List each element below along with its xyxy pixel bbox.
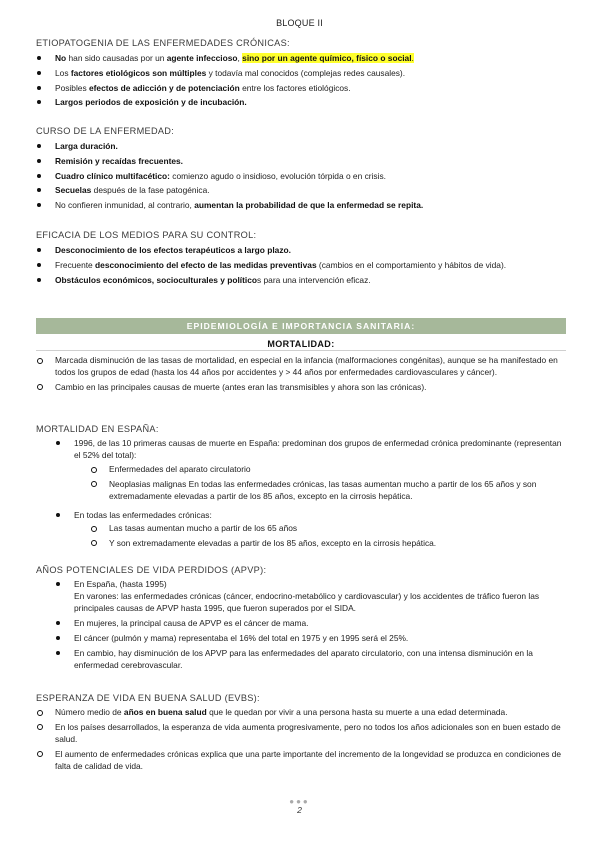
list-item: Y son extremadamente elevadas a partir de los 85 años, excepto en la cirrosis hepática. xyxy=(90,537,565,549)
list-item: Marcada disminución de las tasas de mortalidad, en especial en la infancia (malformaciones congénitas), aunque se ha manifestado en todos los grupos de edad (hasta los 44 años por accidentes y > 44 años por enfermedades cardiovasculares y cáncer). xyxy=(36,354,566,378)
divider xyxy=(36,350,566,351)
list-item: En España, (hasta 1995) En varones: las enfermedades crónicas (cáncer, endocrino-metabólico y cardiovascular) y los accidentes de tráfico fueron las principales causas de APVP hasta 1995, que fueron superados por el SIDA. xyxy=(55,578,565,615)
list-item: Remisión y recaídas frecuentes. xyxy=(36,155,566,167)
section-title-etiopatogenia: ETIOPATOGENIA DE LAS ENFERMEDADES CRÓNICAS: xyxy=(36,38,290,48)
list-item: No han sido causadas por un agente infeccioso, sino por un agente químico, físico o social. xyxy=(36,52,566,64)
list-item: Neoplasias malignas En todas las enfermedades crónicas, las tasas aumentan mucho a partir de los 65 años y son extremadamente elevadas a partir de los 85 años, excepto en la cirrosis hepática. xyxy=(90,478,565,502)
list-item: Desconocimiento de los efectos terapéuticos a largo plazo. xyxy=(36,244,566,256)
list-item: En todas las enfermedades crónicas: xyxy=(55,509,565,521)
list-item: En mujeres, la principal causa de APVP es el cáncer de mama. xyxy=(55,617,565,629)
list-item: Secuelas después de la fase patogénica. xyxy=(36,184,566,196)
list-item: Los factores etiológicos son múltiples y todavía mal conocidos (complejas redes causales). xyxy=(36,67,566,79)
curso-list xyxy=(36,140,566,214)
list-item: Las tasas aumentan mucho a partir de los 65 años xyxy=(90,522,565,534)
list-item: El cáncer (pulmón y mama) representaba el 16% del total en 1975 y en 1995 será el 25%. xyxy=(55,632,565,644)
list-item: Larga duración. xyxy=(36,140,566,152)
section-title-evbs: ESPERANZA DE VIDA EN BUENA SALUD (EVBS): xyxy=(36,693,260,703)
mortalidad-espana-sublist-2 xyxy=(90,522,565,552)
list-item: Frecuente desconocimiento del efecto de las medidas preventivas (cambios en el comportamiento y hábitos de vida). xyxy=(36,259,566,271)
section-title-mortalidad-espana: MORTALIDAD EN ESPAÑA: xyxy=(36,424,159,434)
subheading-mortalidad: MORTALIDAD: xyxy=(267,339,335,349)
evbs-list xyxy=(36,706,566,775)
list-item: Número medio de años en buena salud que le quedan por vivir a una persona hasta su muerte a una edad determinada. xyxy=(36,706,566,718)
list-item: En los países desarrollados, la esperanza de vida aumenta progresivamente, pero no todos los años adicionales son en buen estado de salud. xyxy=(36,721,566,745)
page-header: BLOQUE II xyxy=(276,18,323,28)
list-item: Cambio en las principales causas de muerte (antes eran las transmisibles y ahora son las crónicas). xyxy=(36,381,566,393)
list-item: 1996, de las 10 primeras causas de muerte en España: predominan dos grupos de enfermedad crónica predominante (representan el 52% del total): xyxy=(55,437,565,461)
list-item: Cuadro clínico multifacético: comienzo agudo o insidioso, evolución tórpida o en crisis. xyxy=(36,170,566,182)
apvp-list xyxy=(55,578,565,674)
eficacia-list xyxy=(36,244,566,288)
list-item: Posibles efectos de adicción y de potenciación entre los factores etiológicos. xyxy=(36,82,566,94)
mortalidad-list xyxy=(36,354,566,396)
section-title-eficacia: EFICACIA DE LOS MEDIOS PARA SU CONTROL: xyxy=(36,230,257,240)
list-item: Largos periodos de exposición y de incubación. xyxy=(36,96,566,108)
section-title-apvp: AÑOS POTENCIALES DE VIDA PERDIDOS (APVP): xyxy=(36,565,267,575)
highlighted-text: sino por un agente químico, físico o social xyxy=(242,53,412,63)
section-title-curso: CURSO DE LA ENFERMEDAD: xyxy=(36,126,175,136)
list-item: No confieren inmunidad, al contrario, aumentan la probabilidad de que la enfermedad se repita. xyxy=(36,199,566,211)
mortalidad-espana-list xyxy=(55,437,565,464)
etiopatogenia-list xyxy=(36,52,566,111)
section-banner-epidemiologia: EPIDEMIOLOGÍA E IMPORTANCIA SANITARIA: xyxy=(36,318,566,334)
list-item: Obstáculos económicos, socioculturales y políticos para una intervención eficaz. xyxy=(36,274,566,286)
list-item: En cambio, hay disminución de los APVP para las enfermedades del aparato circulatorio, con una intensa disminución en la enfermedad cerebrovascular. xyxy=(55,647,565,671)
page-number: 2 xyxy=(297,805,302,815)
list-item: Enfermedades del aparato circulatorio xyxy=(90,463,565,475)
footer-ornament: ●●● xyxy=(289,797,310,806)
mortalidad-espana-sublist-1 xyxy=(90,463,565,505)
list-item: El aumento de enfermedades crónicas explica que una parte importante del incremento de la longevidad se produzca en condiciones de falta de calidad de vida. xyxy=(36,748,566,772)
